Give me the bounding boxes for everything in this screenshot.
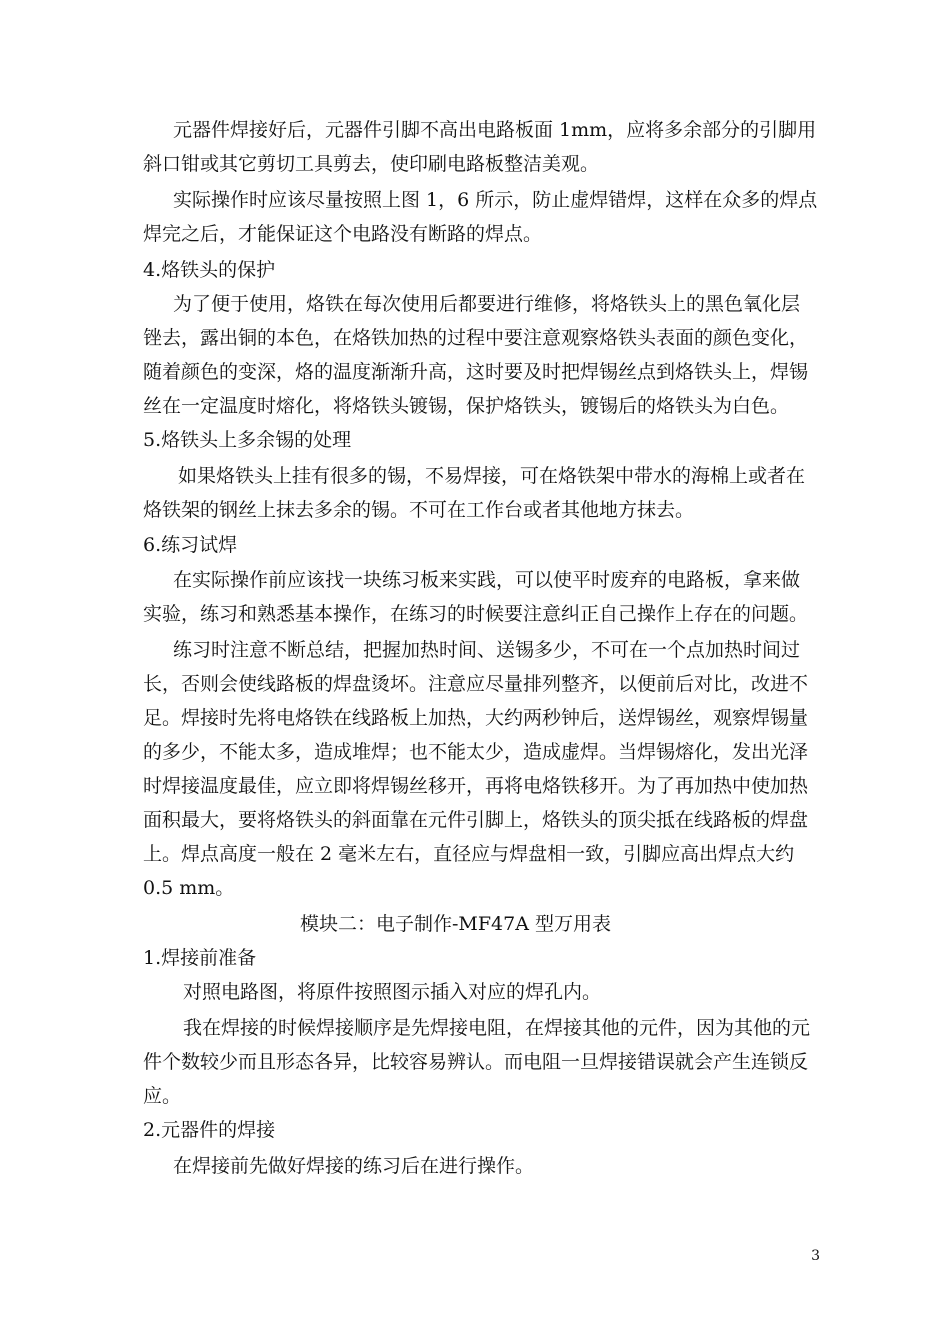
body-text-line: 0.5 mm。 [143, 877, 235, 899]
body-text-line: 足。焊接时先将电烙铁在线路板上加热，大约两秒钟后，送焊锡丝，观察焊锡量 [143, 707, 809, 729]
body-text-line: 对照电路图，将原件按照图示插入对应的焊孔内。 [183, 981, 602, 1003]
module-title: 模块二：电子制作-MF47A 型万用表 [300, 913, 611, 935]
body-text-line: 我在焊接的时候焊接顺序是先焊接电阻，在焊接其他的元件，因为其他的元 [183, 1017, 811, 1039]
body-text-line: 如果烙铁头上挂有很多的锡，不易焊接，可在烙铁架中带水的海棉上或者在 [178, 465, 806, 487]
body-text-line: 元器件焊接好后，元器件引脚不高出电路板面 1mm，应将多余部分的引脚用 [173, 119, 817, 141]
section-heading: 2.元器件的焊接 [143, 1119, 276, 1141]
body-text-line: 件个数较少而且形态各异，比较容易辨认。而电阻一旦焊接错误就会产生连锁反 [143, 1051, 809, 1073]
section-heading: 1.焊接前准备 [143, 947, 257, 969]
body-text-line: 时焊接温度最佳，应立即将焊锡丝移开，再将电烙铁移开。为了再加热中使加热 [143, 775, 809, 797]
body-text-line: 锉去，露出铜的本色，在烙铁加热的过程中要注意观察烙铁头表面的颜色变化， [143, 327, 809, 349]
body-text-line: 丝在一定温度时熔化，将烙铁头镀锡，保护烙铁头，镀锡后的烙铁头为白色。 [143, 395, 790, 417]
body-text-line: 的多少，不能太多，造成堆焊；也不能太少，造成虚焊。当焊锡熔化，发出光泽 [143, 741, 809, 763]
body-text-line: 长，否则会使线路板的焊盘烫坏。注意应尽量排列整齐，以便前后对比，改进不 [143, 673, 809, 695]
body-text-line: 烙铁架的钢丝上抹去多余的锡。不可在工作台或者其他地方抹去。 [143, 499, 695, 521]
body-text-line: 面积最大，要将烙铁头的斜面靠在元件引脚上，烙铁头的顶尖抵在线路板的焊盘 [143, 809, 809, 831]
body-text-line: 在实际操作前应该找一块练习板来实践，可以使平时废弃的电路板，拿来做 [173, 569, 801, 591]
body-text-line: 上。焊点高度一般在 2 毫米左右，直径应与焊盘相一致，引脚应高出焊点大约 [143, 843, 795, 865]
body-text-line: 练习时注意不断总结，把握加热时间、送锡多少，不可在一个点加热时间过 [173, 639, 801, 661]
section-heading: 4.烙铁头的保护 [143, 259, 276, 281]
body-text-line: 实际操作时应该尽量按照上图 1，6 所示，防止虚焊错焊，这样在众多的焊点 [173, 189, 818, 211]
body-text-line: 随着颜色的变深，烙的温度渐渐升高，这时要及时把焊锡丝点到烙铁头上，焊锡 [143, 361, 809, 383]
body-text-line: 应。 [143, 1085, 182, 1107]
section-heading: 5.烙铁头上多余锡的处理 [143, 429, 352, 451]
body-text-line: 在焊接前先做好焊接的练习后在进行操作。 [173, 1155, 535, 1177]
page-number: 3 [811, 1248, 820, 1264]
section-heading: 6.练习试焊 [143, 534, 238, 556]
body-text-line: 焊完之后，才能保证这个电路没有断路的焊点。 [143, 223, 543, 245]
body-text-line: 为了便于使用，烙铁在每次使用后都要进行维修，将烙铁头上的黑色氧化层 [173, 293, 801, 315]
body-text-line: 实验，练习和熟悉基本操作，在练习的时候要注意纠正自己操作上存在的问题。 [143, 603, 809, 625]
body-text-line: 斜口钳或其它剪切工具剪去，使印刷电路板整洁美观。 [143, 153, 600, 175]
